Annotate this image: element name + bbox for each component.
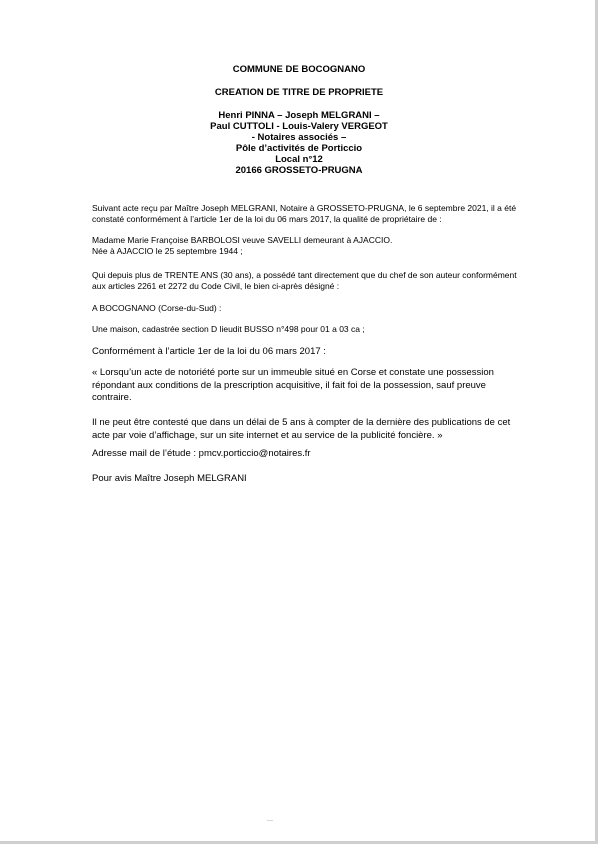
possession-paragraph: Qui depuis plus de TRENTE ANS (30 ans), a possédé tant directement que du chef de son auteur conformément aux articles 2261 et 2272 du Code Civil, le bien ci-après désigné :	[92, 270, 517, 291]
law-intro: Conformément à l’article 1er de la loi du 06 mars 2017 :	[92, 346, 326, 357]
property-description: Une maison, cadastrée section D lieudit BUSSO n°498 pour 01 a 03 ca ;	[92, 324, 365, 334]
law-quote-2: Il ne peut être contesté que dans un délai de 5 ans à compter de la dernière des publications de cet acte par voie d’affichage, sur un site internet et au service de la publicité foncière. »	[92, 417, 511, 441]
intro-paragraph: Suivant acte reçu par Maître Joseph MELGRANI, Notaire à GROSSETO-PRUGNA, le 6 septembre 2021, il a été constaté conformément à l’article 1er de la loi du 06 mars 2017, la qualité de propriétaire de :	[92, 203, 517, 224]
office-address-line: Local n°12	[275, 154, 323, 165]
owner-name: Madame Marie Françoise BARBOLOSI veuve SAVELLI demeurant à AJACCIO.	[92, 235, 393, 245]
owner-block	[92, 235, 522, 257]
law-quote-1: « Lorsqu’un acte de notoriété porte sur un immeuble situé en Corse et constate une possession répondant aux conditions de la prescription acquisitive, il fait foi de la possession, sauf preuve contraire.	[92, 367, 494, 403]
document-title: CREATION DE TITRE DE PROPRIETE	[214, 87, 384, 98]
page-mark	[267, 820, 273, 821]
office-address-line: 20166 GROSSETO-PRUGNA	[235, 165, 363, 176]
property-location: A BOCOGNANO (Corse-du-Sud) :	[92, 303, 222, 313]
notaries-line: Paul CUTTOLI - Louis-Valery VERGEOT	[210, 121, 388, 132]
signature-line: Pour avis Maître Joseph MELGRANI	[92, 473, 247, 484]
commune-heading: COMMUNE DE BOCOGNANO	[232, 64, 366, 75]
email-line: Adresse mail de l’étude : pmcv.porticcio@notaires.fr	[92, 448, 311, 459]
notaries-line: Henri PINNA – Joseph MELGRANI –	[218, 110, 380, 121]
notaries-line: - Notaires associés –	[251, 132, 347, 143]
office-address-line: Pôle d’activités de Porticcio	[235, 143, 363, 154]
owner-birth: Née à AJACCIO le 25 septembre 1944 ;	[92, 246, 243, 256]
notaries-block	[0, 110, 598, 176]
